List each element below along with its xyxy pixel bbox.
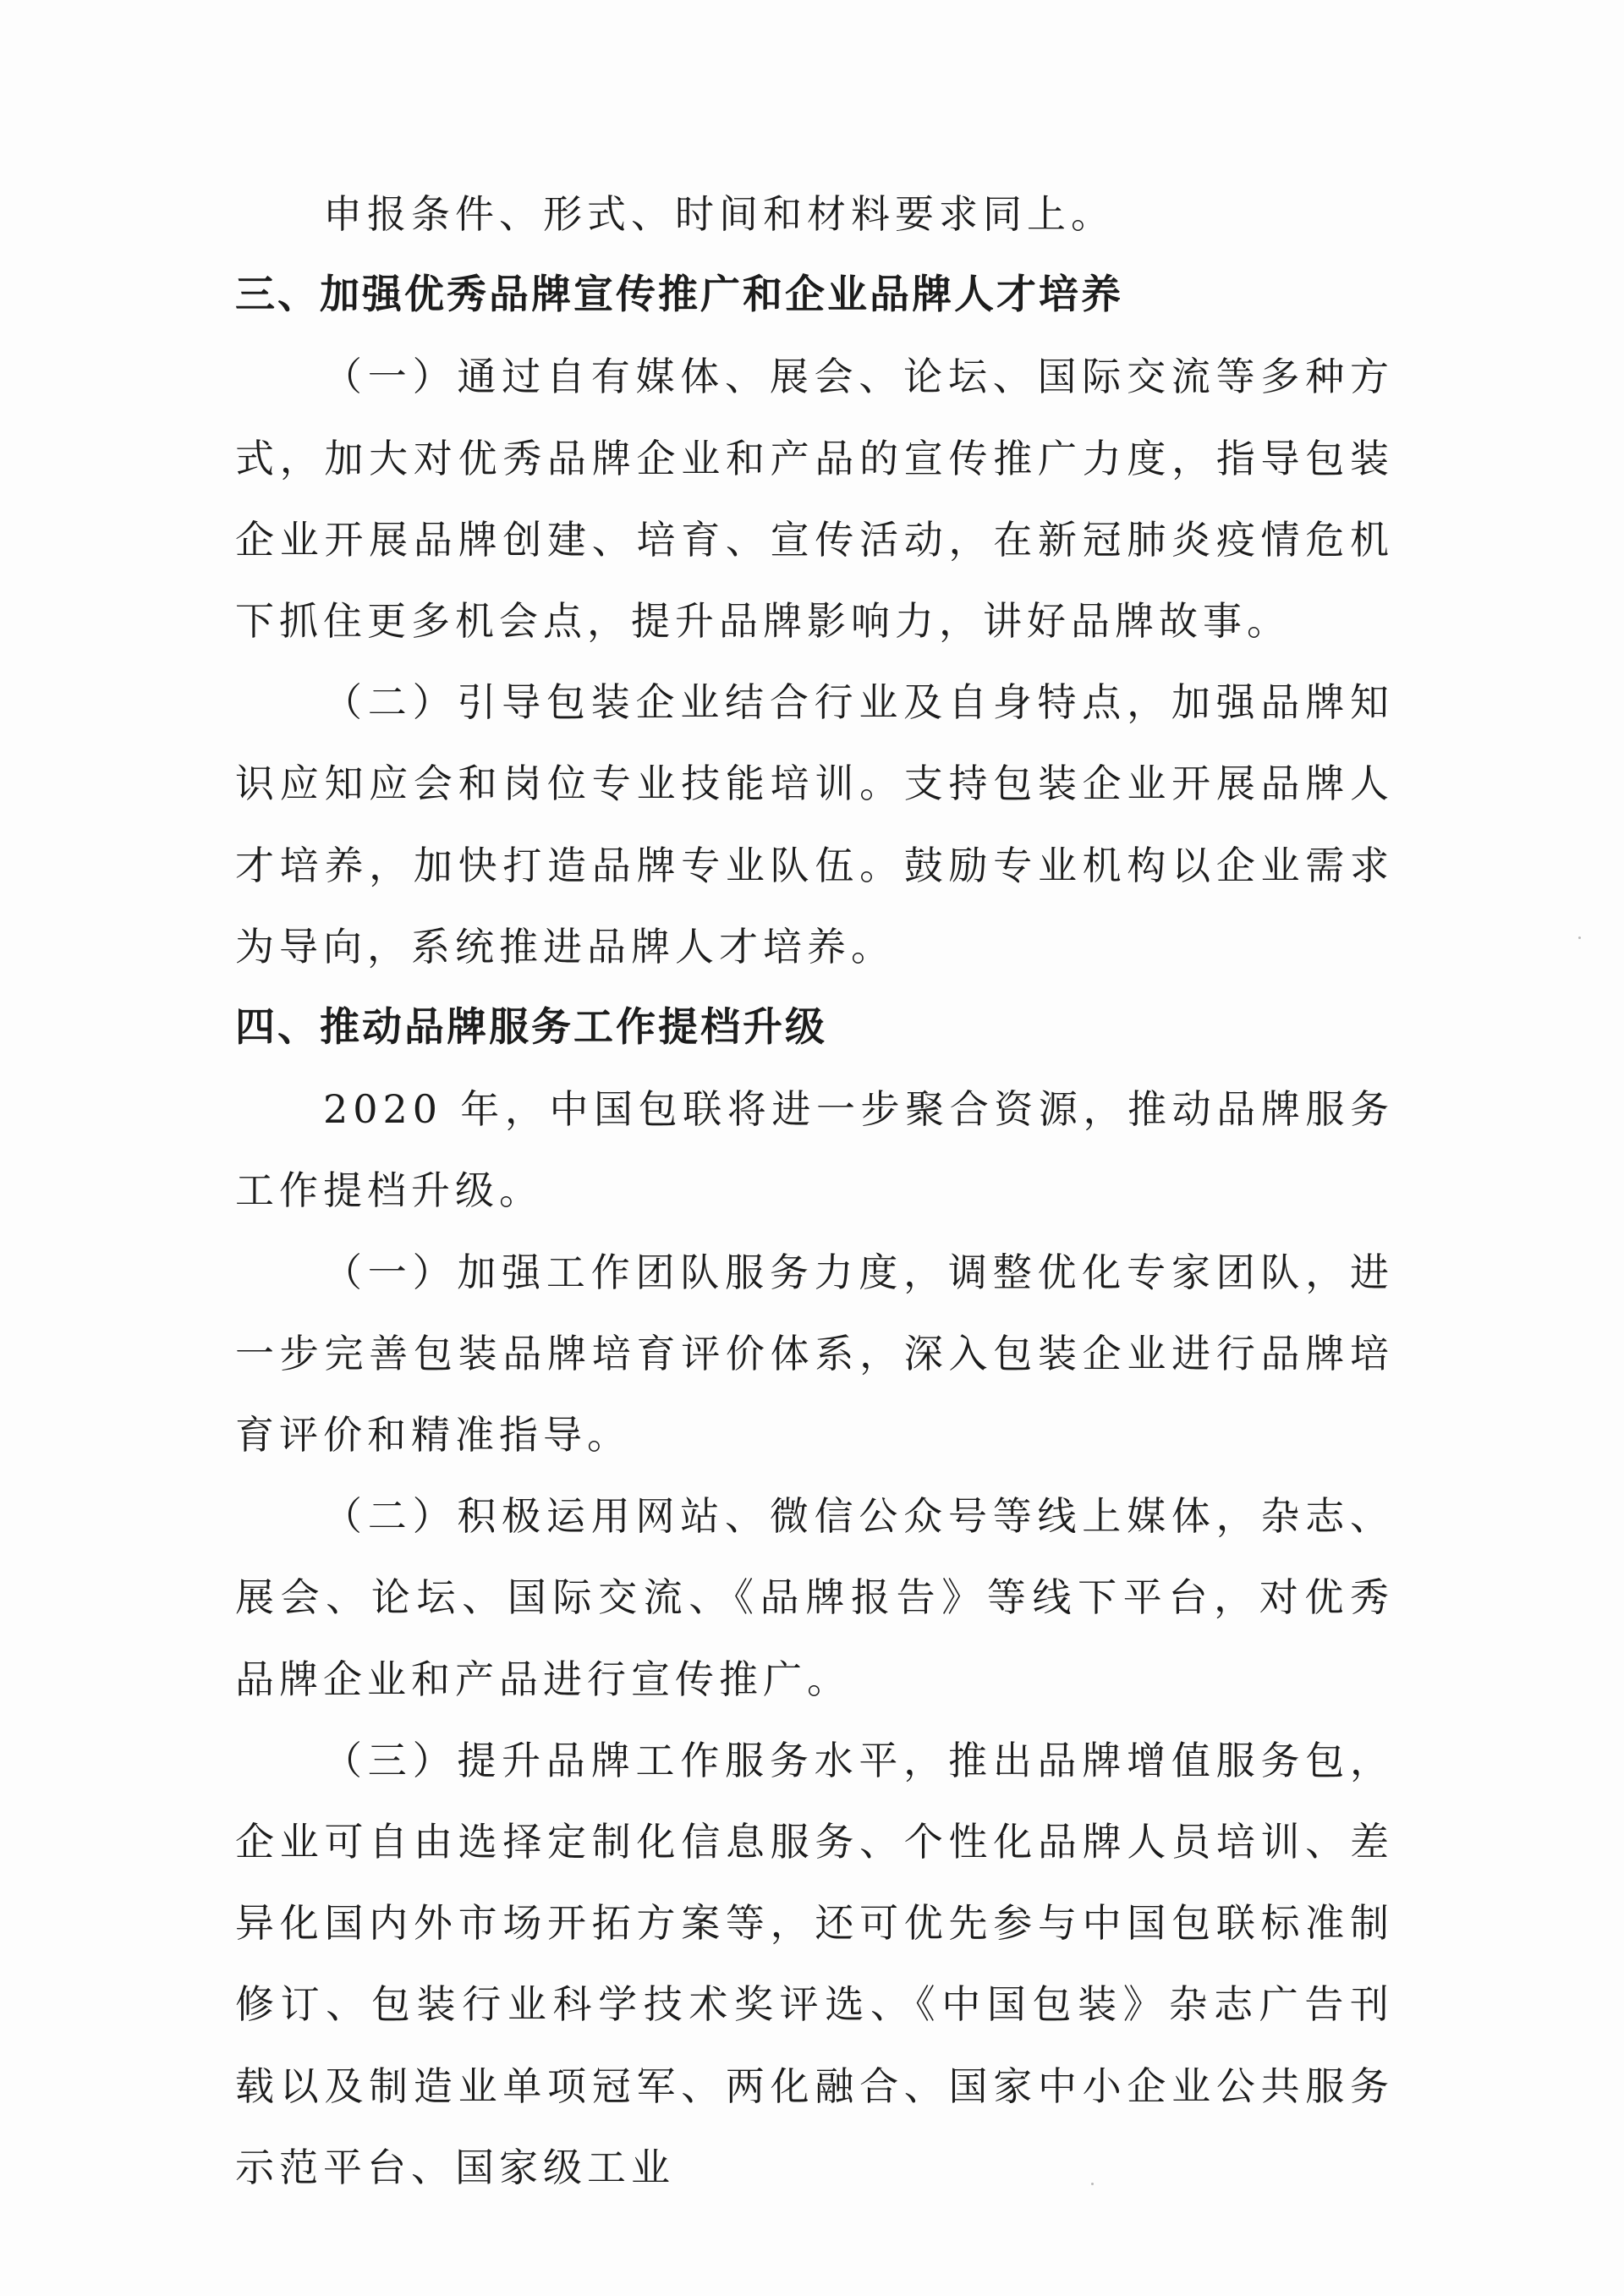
- paragraph-application-conditions: 申报条件、形式、时间和材料要求同上。: [323, 191, 1115, 237]
- paragraph-3-1: （一）通过自有媒体、展会、论坛、国际交流等多种方式，加大对优秀品牌企业和产品的宣传推广力度，指导包装企业开展品牌创建、培育、宣传活动，在新冠肺炎疫情危机下抓住更多机会点，提升品牌影响力，讲好品牌故事。: [235, 354, 1394, 645]
- scan-speck: [1091, 2183, 1094, 2185]
- paragraph-4-intro: 2020 年，中国包联将进一步聚合资源，推动品牌服务工作提档升级。: [235, 1086, 1394, 1214]
- scan-speck: [1578, 937, 1581, 939]
- paragraph-3-2: （二）引导包装企业结合行业及自身特点，加强品牌知识应知应会和岗位专业技能培训。支持包装企业开展品牌人才培养，加快打造品牌专业队伍。鼓励专业机构以企业需求为导向，系统推进品牌人才培养。: [235, 679, 1394, 969]
- section-heading-4: 四、推动品牌服务工作提档升级: [235, 1004, 827, 1052]
- paragraph-4-2: （二）积极运用网站、微信公众号等线上媒体，杂志、展会、论坛、国际交流、《品牌报告》等线下平台，对优秀品牌企业和产品进行宣传推广。: [235, 1493, 1394, 1702]
- paragraph-4-3: （三）提升品牌工作服务水平，推出品牌增值服务包，企业可自由选择定制化信息服务、个性化品牌人员培训、差异化国内外市场开拓方案等，还可优先参与中国包联标准制修订、包装行业科学技术奖评选、《中国包装》杂志广告刊载以及制造业单项冠军、两化融合、国家中小企业公共服务示范平台、国家级工业: [235, 1737, 1394, 2190]
- section-heading-3: 三、加强优秀品牌宣传推广和企业品牌人才培养: [235, 272, 1123, 319]
- document-body: [235, 173, 1394, 2208]
- paragraph-4-1: （一）加强工作团队服务力度，调整优化专家团队，进一步完善包装品牌培育评价体系，深入包装企业进行品牌培育评价和精准指导。: [235, 1249, 1394, 1458]
